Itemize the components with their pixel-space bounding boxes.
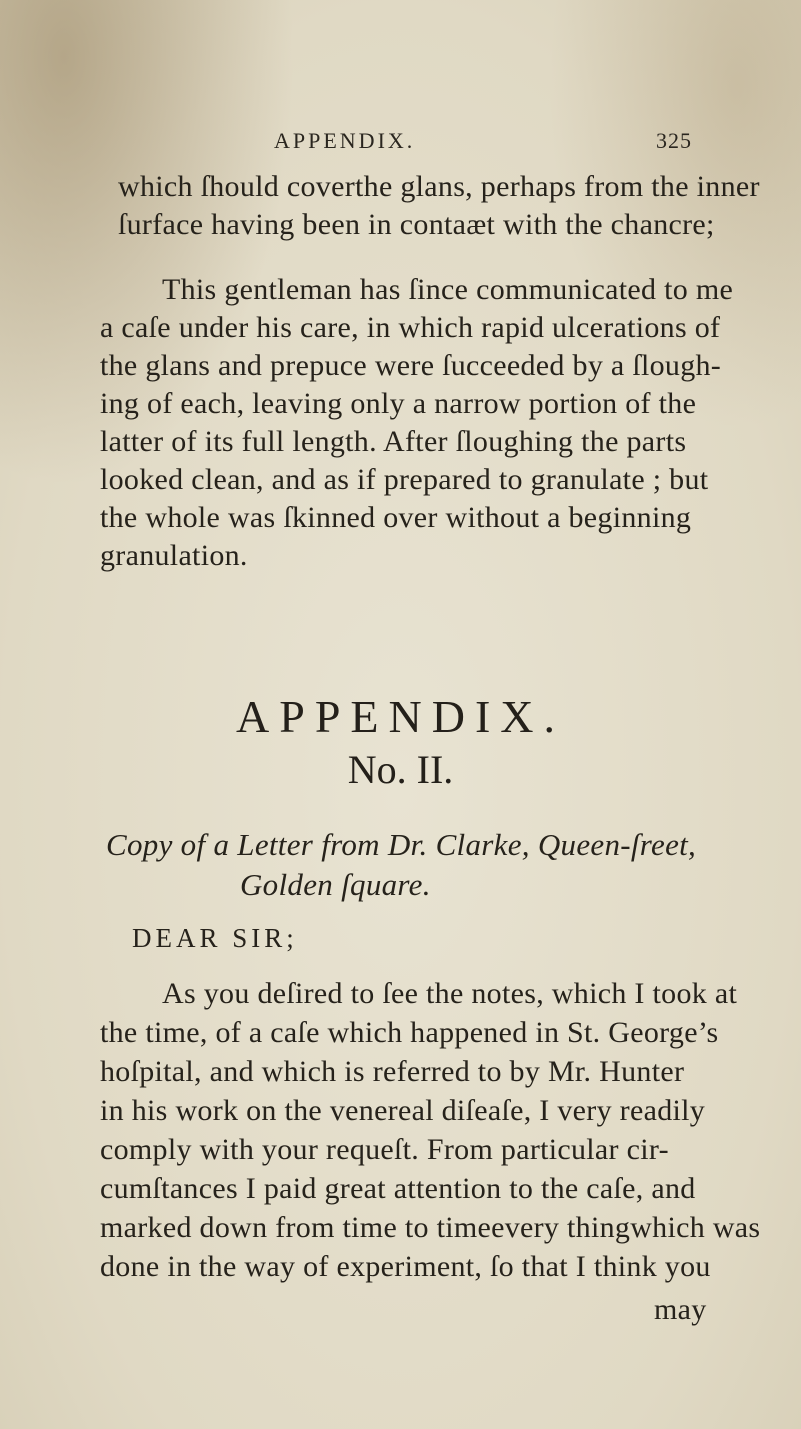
text-line: the whole was ſkinned over without a beginning <box>100 501 692 534</box>
text-line: marked down from time to timeevery thingwhich was <box>100 1211 761 1244</box>
letter-heading-location: Golden ſquare. <box>240 867 431 902</box>
text-line: latter of its full length. After ſloughing the parts <box>100 425 687 458</box>
catchword: may <box>654 1293 707 1326</box>
running-title: APPENDIX. <box>274 128 416 153</box>
text-line: which ſhould coverthe glans, perhaps from the inner <box>118 170 760 203</box>
text-line: hoſpital, and which is referred to by Mr. Hunter <box>100 1055 685 1088</box>
text-line: ing of each, leaving only a narrow portion of the <box>100 387 697 420</box>
text-line: done in the way of experiment, ſo that I think you <box>100 1250 711 1283</box>
page-number: 325 <box>656 128 692 153</box>
text-line: comply with your requeſt. From particular cir- <box>100 1133 669 1166</box>
text-line: the glans and prepuce were ſucceeded by a ſlough- <box>100 349 722 382</box>
text-line: the time, of a caſe which happened in St. George’s <box>100 1016 719 1049</box>
text-line: looked clean, and as if prepared to granulate ; but <box>100 463 709 496</box>
salutation: DEAR SIR; <box>132 923 298 953</box>
letter-heading: Copy of a Letter from Dr. Clarke, Queen-ſreet, <box>106 827 697 862</box>
text-line: in his work on the venereal diſeaſe, I very readily <box>100 1094 706 1127</box>
text-line: ſurface having been in contaæt with the chancre; <box>118 208 715 241</box>
appendix-number: No. II. <box>347 747 454 792</box>
appendix-title: APPENDIX. <box>236 691 565 742</box>
text-line: granulation. <box>100 539 248 572</box>
text-line: As you deſired to ſee the notes, which I took at <box>162 977 738 1010</box>
text-line: This gentleman has ſince communicated to me <box>162 273 734 306</box>
text-line: cumſtances I paid great attention to the caſe, and <box>100 1172 696 1205</box>
text-line: a caſe under his care, in which rapid ulcerations of <box>100 311 721 344</box>
